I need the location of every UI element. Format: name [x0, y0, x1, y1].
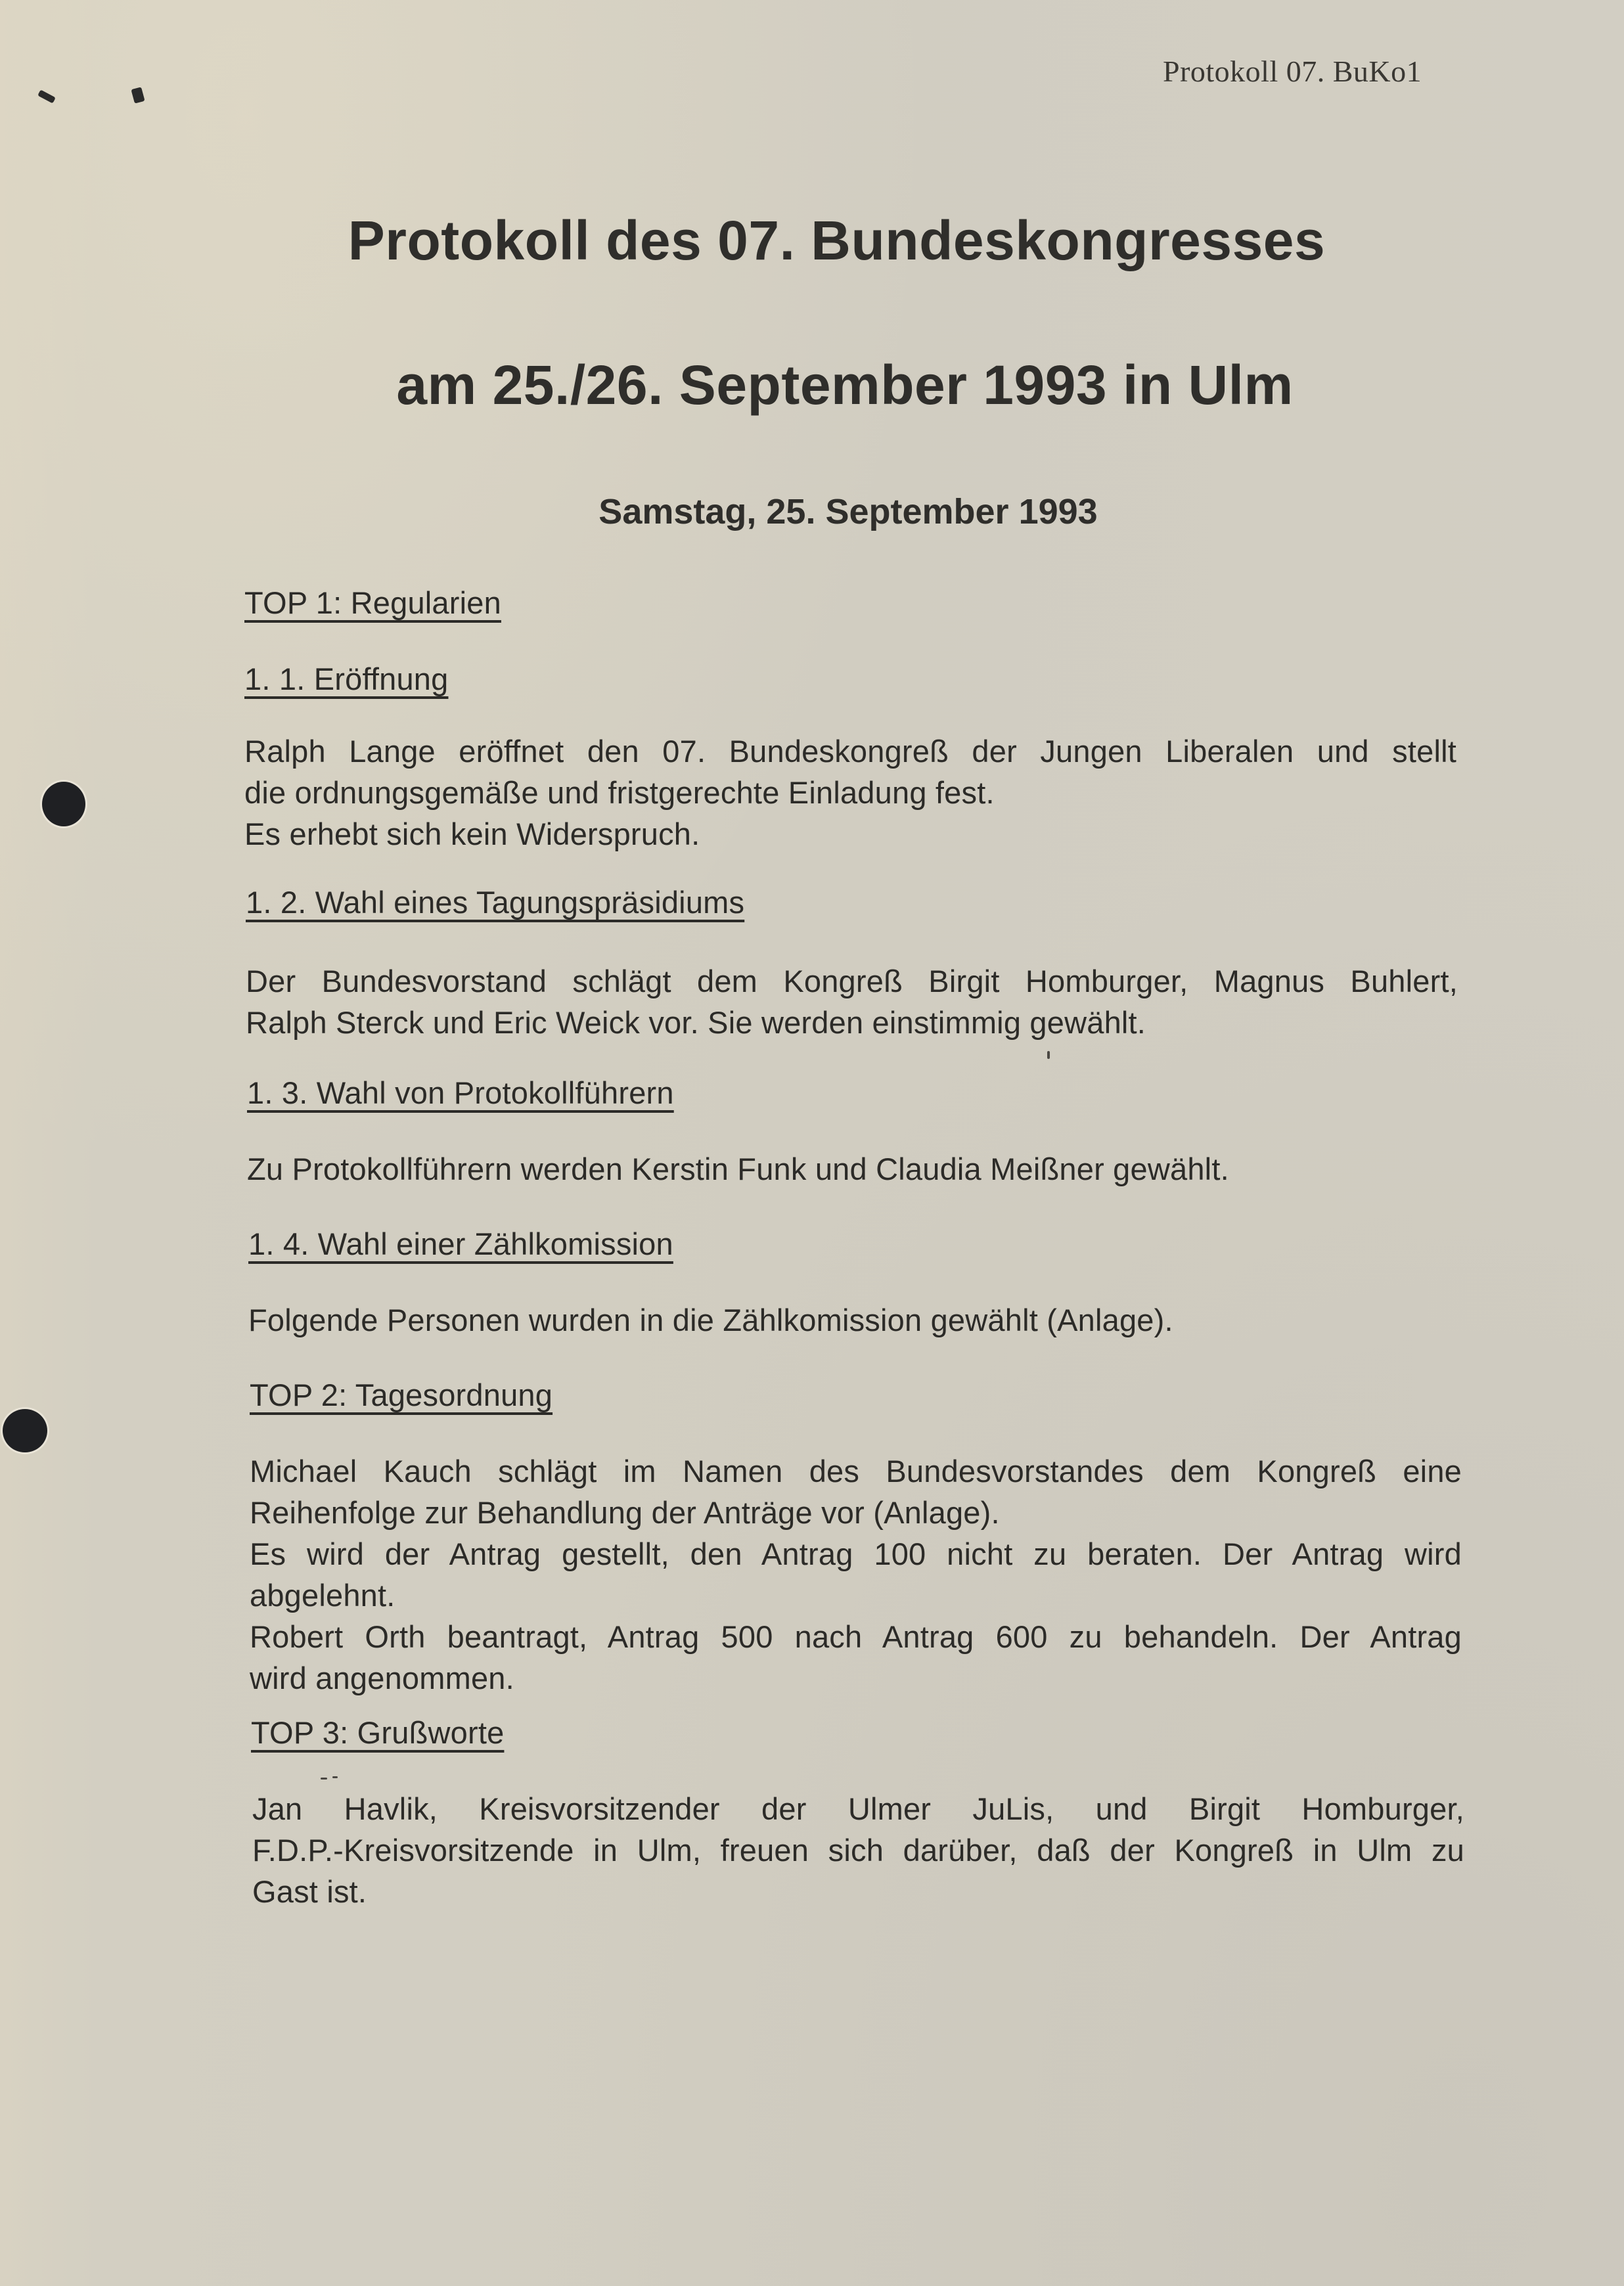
- paper-speck: [1047, 1051, 1050, 1059]
- paragraph-line: Ralph Sterck und Eric Weick vor. Sie werden einstimmig gewählt.: [246, 1005, 1146, 1040]
- paragraph-line: Robert Orth beantragt, Antrag 500 nach Antrag 600 zu behandeln. Der Antrag: [250, 1619, 1462, 1654]
- paragraph-line: Ralph Lange eröffnet den 07. Bundeskongreß der Jungen Liberalen und stellt: [244, 734, 1456, 769]
- header-reference: Protokoll 07. BuKo1: [1163, 55, 1422, 88]
- paper-speck: [321, 1778, 327, 1780]
- paragraph-grussworte: [252, 1788, 1464, 1912]
- paragraph-zaehlkomission: [248, 1299, 1460, 1341]
- section-heading-1-3: 1. 3. Wahl von Protokollführern: [247, 1075, 674, 1110]
- staple-mark-right: [131, 87, 145, 103]
- paragraph-line: die ordnungsgemäße und fristgerechte Einladung fest.: [244, 775, 995, 810]
- paragraph-line: Jan Havlik, Kreisvorsitzender der Ulmer JuLis, und Birgit Homburger,: [252, 1791, 1464, 1826]
- paragraph-line: Es wird der Antrag gestellt, den Antrag 100 nicht zu beraten. Der Antrag wird: [250, 1536, 1462, 1571]
- section-heading-1-1: 1. 1. Eröffnung: [244, 661, 449, 696]
- section-heading-1-4: 1. 4. Wahl einer Zählkomission: [248, 1226, 673, 1261]
- section-heading-top3: TOP 3: Grußworte: [251, 1715, 505, 1750]
- paragraph-line: Der Bundesvorstand schlägt dem Kongreß Birgit Homburger, Magnus Buhlert,: [246, 964, 1458, 998]
- paragraph-line: F.D.P.-Kreisvorsitzende in Ulm, freuen sich darüber, daß der Kongreß in Ulm zu: [252, 1833, 1464, 1868]
- document-title-line1: Protokoll des 07. Bundeskongresses: [348, 210, 1326, 271]
- section-heading-1-2: 1. 2. Wahl eines Tagungspräsidiums: [246, 885, 745, 920]
- paragraph-tagesordnung: [250, 1450, 1462, 1699]
- paragraph-line: Folgende Personen wurden in die Zählkomission gewählt (Anlage).: [248, 1303, 1173, 1337]
- section-heading-top1: TOP 1: Regularien: [244, 585, 501, 620]
- section-heading-top2: TOP 2: Tagesordnung: [250, 1378, 553, 1412]
- paragraph-protokollfuehrer: [247, 1148, 1459, 1190]
- session-date: Samstag, 25. September 1993: [598, 492, 1098, 531]
- paragraph-line: Reihenfolge zur Behandlung der Anträge vor (Anlage).: [250, 1495, 1000, 1530]
- document-title-line2: am 25./26. September 1993 in Ulm: [396, 354, 1294, 416]
- staple-mark-left: [37, 89, 56, 103]
- paragraph-line: Es erhebt sich kein Widerspruch.: [244, 817, 700, 851]
- paragraph-eroeffnung: [244, 730, 1456, 855]
- paper-speck: [332, 1776, 338, 1778]
- punch-hole-lower: [3, 1409, 47, 1452]
- paragraph-line: Zu Protokollführern werden Kerstin Funk und Claudia Meißner gewählt.: [247, 1152, 1229, 1186]
- paragraph-line: Michael Kauch schlägt im Namen des Bundesvorstandes dem Kongreß eine: [250, 1454, 1462, 1489]
- paragraph-line: abgelehnt.: [250, 1578, 395, 1613]
- paragraph-tagungspraesidium: [246, 960, 1458, 1043]
- paragraph-line: wird angenommen.: [250, 1661, 514, 1695]
- punch-hole-upper: [42, 782, 85, 826]
- paragraph-line: Gast ist.: [252, 1874, 367, 1909]
